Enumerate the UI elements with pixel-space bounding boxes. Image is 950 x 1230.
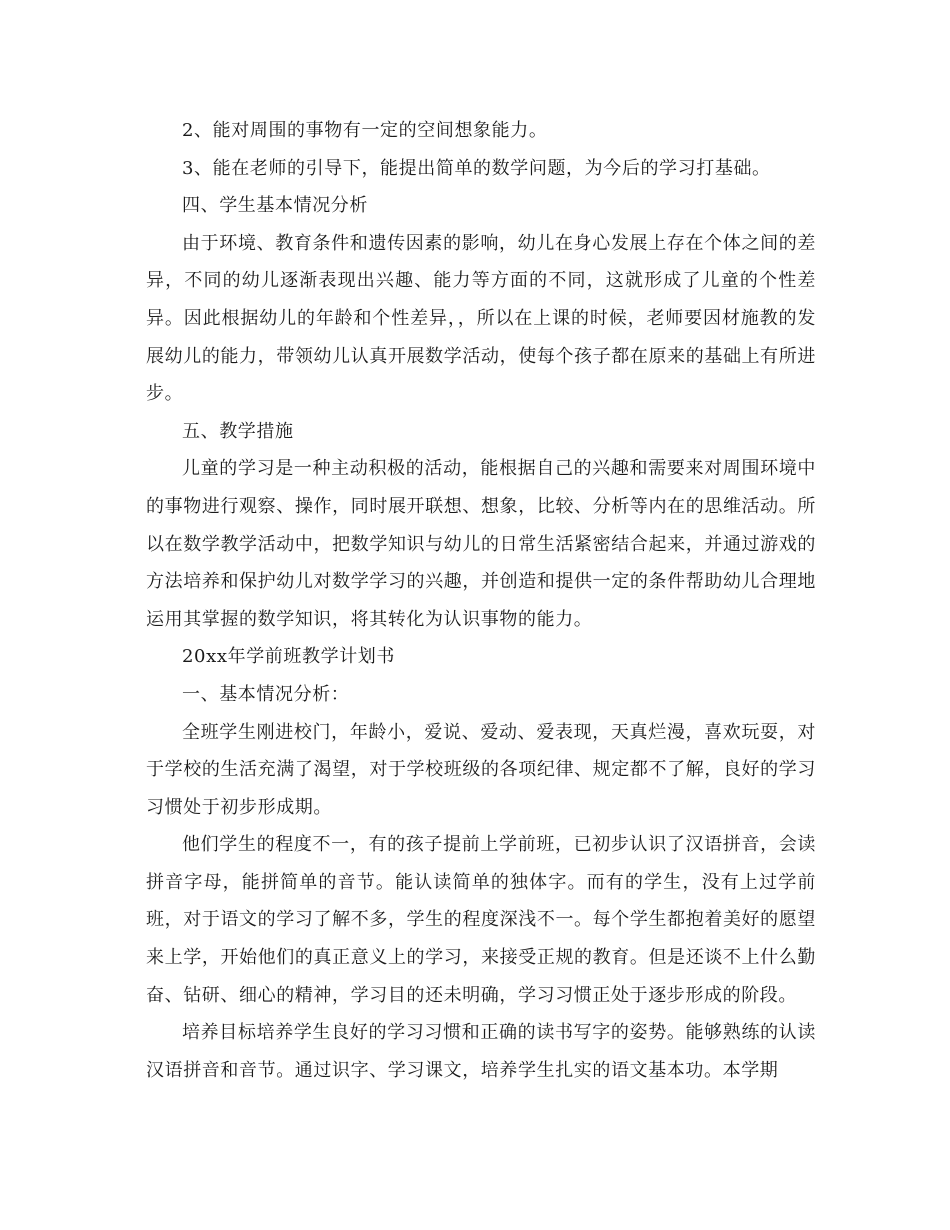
paragraph-teaching-measures: 儿童的学习是一种主动积极的活动，能根据自己的兴趣和需要来对周围环境中的事物进行观察、操作，同时展开联想、想象，比较、分析等内在的思维活动。所以在数学教学活动中，把数学知识与幼儿的日常生活紧密结合起来，并通过游戏的方法培养和保护幼儿对数学学习的兴趣，并创造和提供一定的条件帮助幼儿合理地运用其掌握的数学知识，将其转化为认识事物的能力。 xyxy=(146,458,816,630)
section-heading-student-analysis: 四、学生基本情况分析 xyxy=(182,195,368,217)
paragraph-class-overview: 全班学生刚进校门，年龄小，爱说、爱动、爱表现，天真烂漫，喜欢玩耍，对于学校的生活充满了渴望，对于学校班级的各项纪律、规定都不了解，良好的学习习惯处于初步形成期。 xyxy=(146,721,816,818)
paragraph-student-analysis: 由于环境、教育条件和遗传因素的影响，幼儿在身心发展上存在个体之间的差异，不同的幼儿逐渐表现出兴趣、能力等方面的不同，这就形成了儿童的个性差异。因此根据幼儿的年龄和个性差异，，所以在上课的时候，老师要因材施教的发展幼儿的能力，带领幼儿认真开展数学活动，使每个孩子都在原来的基础上有所进步。 xyxy=(146,232,816,405)
section-heading-basic-analysis: 一、基本情况分析： xyxy=(182,683,350,705)
document-subtitle: 20xx年学前班教学计划书 xyxy=(182,646,396,668)
document-body xyxy=(146,112,816,1089)
paragraph-training-goals: 培养目标培养学生良好的学习习惯和正确的读书写字的姿势。能够熟练的认读汉语拼音和音节。通过识字、学习课文，培养学生扎实的语文基本功。本学期 xyxy=(146,1022,816,1081)
goal-item-2: 2、能对周围的事物有一定的空间想象能力。 xyxy=(182,120,548,141)
section-heading-teaching-measures: 五、教学措施 xyxy=(182,420,294,442)
goal-item-3: 3、能在老师的引导下，能提出简单的数学问题，为今后的学习打基础。 xyxy=(182,157,771,179)
paragraph-student-levels: 他们学生的程度不一，有的孩子提前上学前班，已初步认识了汉语拼音，会读拼音字母，能拼简单的音节。能认读简单的独体字。而有的学生，没有上过学前班，对于语文的学习了解不多，学生的程度深浅不一。每个学生都抱着美好的愿望来上学，开始他们的真正意义上的学习，来接受正规的教育。但是还谈不上什么勤奋、钻研、细心的精神，学习目的还未明确，学习习惯正处于逐步形成的阶段。 xyxy=(146,834,816,1006)
